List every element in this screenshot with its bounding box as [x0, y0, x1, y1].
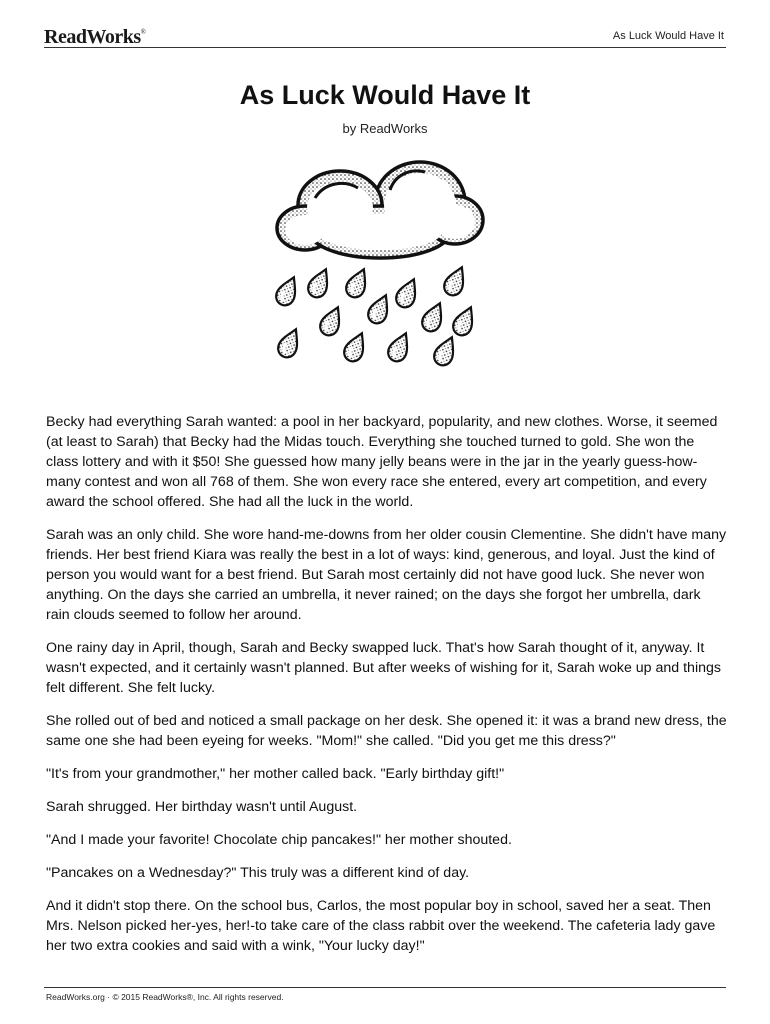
- footer-divider: [44, 987, 726, 988]
- paragraph: She rolled out of bed and noticed a small package on her desk. She opened it: it was a brand new dress, the same one she had been eyeing for weeks. "Mom!" she called. "Did you get me this dress?": [46, 713, 727, 749]
- paragraph: "Pancakes on a Wednesday?" This truly was a different kind of day.: [46, 865, 470, 881]
- paragraph: Becky had everything Sarah wanted: a pool in her backyard, popularity, and new clothes. Worse, it seemed (at least to Sarah) that Becky had the Midas touch. Everything she touched turned to gold. She won the class lottery and with it $50! She guessed how many jelly beans were in the jar in the yearly guess-how-many contest and won all 768 of them. She won every race she entered, every art competition, and every award the school offered. She had all the luck in the world.: [46, 414, 718, 510]
- copyright-footer: ReadWorks.org · © 2015 ReadWorks®, Inc. All rights reserved.: [46, 992, 284, 1002]
- paragraph: And it didn't stop there. On the school bus, Carlos, the most popular boy in school, saved her a seat. Then Mrs. Nelson picked her-yes, her!-to take care of the class rabbit over the weekend. The cafeteria lady gave her two extra cookies and said with a wink, "Your lucky day!": [46, 898, 716, 954]
- paragraph: Sarah shrugged. Her birthday wasn't until August.: [46, 799, 358, 815]
- readworks-logo: ReadWorks®: [44, 26, 146, 48]
- byline: by ReadWorks: [342, 121, 428, 136]
- paragraph: Sarah was an only child. She wore hand-me-downs from her older cousin Clementine. She didn't have many friends. Her best friend Kiara was really the best in a lot of ways: kind, generous, and loyal. Just the kind of person you would want for a best friend. But Sarah most certainly did not have good luck. She never won anything. On the days she carried an umbrella, it never rained; on the days she forgot her umbrella, dark rain clouds seemed to follow her around.: [46, 527, 727, 623]
- running-header-title: As Luck Would Have It: [612, 30, 724, 42]
- page-title: As Luck Would Have It: [239, 80, 531, 110]
- rain-cloud-icon: [260, 150, 510, 375]
- paragraph: "And I made your favorite! Chocolate chip pancakes!" her mother shouted.: [46, 832, 512, 848]
- header-divider: [44, 47, 726, 48]
- article-body: [46, 412, 728, 969]
- paragraph: One rainy day in April, though, Sarah and Becky swapped luck. That's how Sarah thought of it, anyway. It wasn't expected, and it certainly wasn't planned. But after weeks of wishing for it, Sarah woke up and things felt different. She felt lucky.: [46, 640, 721, 696]
- paragraph: "It's from your grandmother," her mother called back. "Early birthday gift!": [46, 766, 505, 782]
